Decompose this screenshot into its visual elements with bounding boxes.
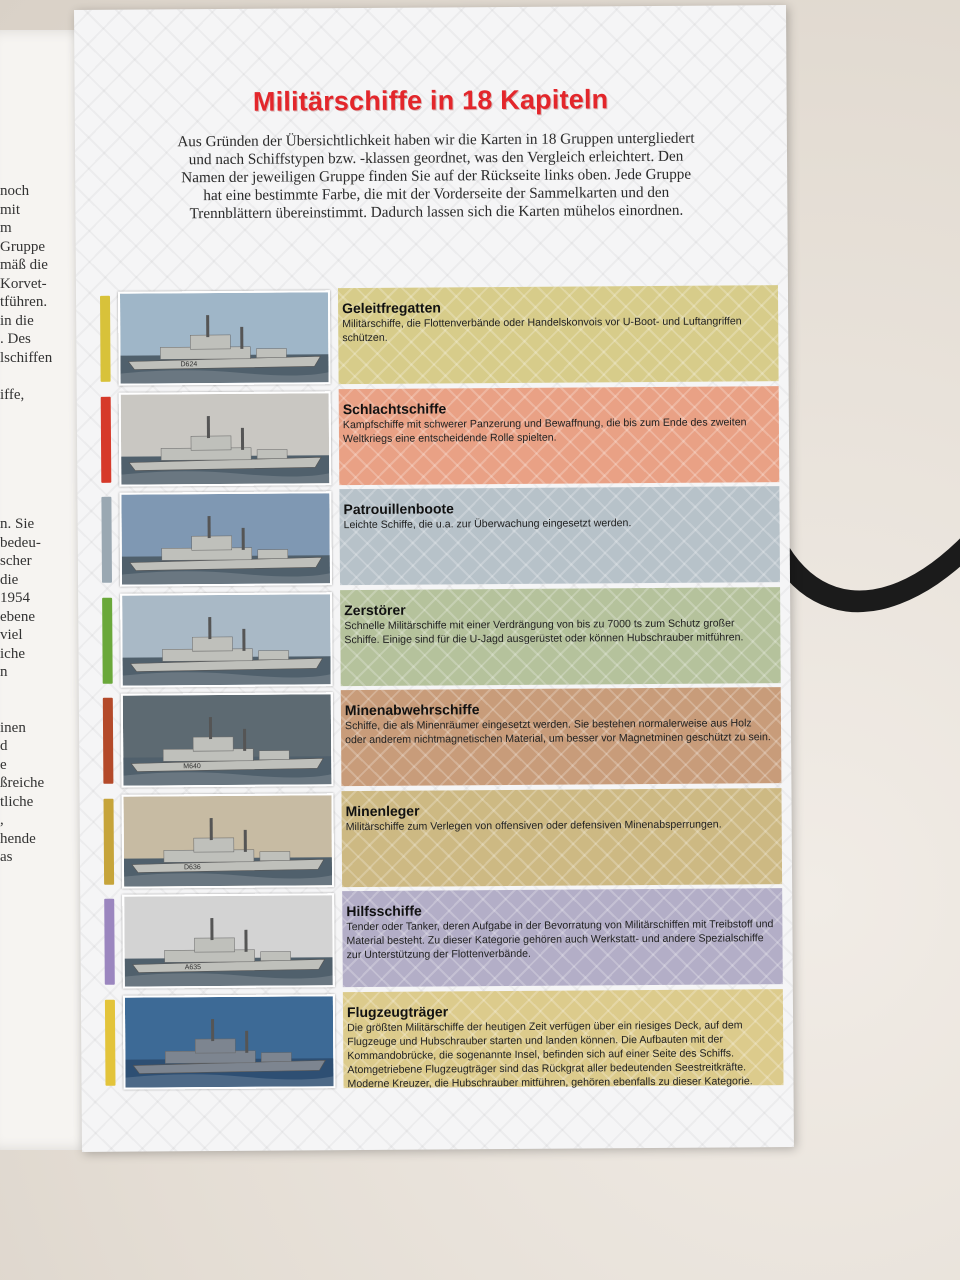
color-tab [105, 999, 116, 1085]
hull-number: A635 [184, 964, 202, 972]
chapter-panel [339, 486, 780, 585]
chapter-panel [339, 386, 780, 485]
page-title: Militärschiffe in 18 Kapiteln [252, 84, 609, 117]
color-tab [100, 296, 111, 382]
left-page-line: in die [0, 312, 34, 329]
left-page-line: e [0, 756, 7, 773]
color-tab [104, 798, 115, 884]
chapter-title: Zerstörer [344, 601, 406, 618]
chapter-description: Schnelle Militärschiffe mit einer Verdrängung von bis zu 7000 ts zum Schutz großer Schiffe. Einige sind für die U-Jagd ausgerüstet oder können Hubschrauber mitführen. [344, 616, 744, 646]
chapter-panel [338, 285, 779, 384]
left-page-line: . Des [0, 331, 31, 347]
chapter-row [105, 989, 786, 1090]
hull-number: M640 [183, 763, 201, 771]
left-page-line: inen [0, 719, 26, 736]
chapter-title: Patrouillenboote [343, 500, 454, 518]
left-page-line: 1954 [0, 590, 30, 606]
chapter-list [100, 285, 780, 1090]
color-tab [104, 899, 115, 985]
chapter-panel [341, 788, 782, 887]
left-page-line: hende [0, 830, 36, 847]
chapter-panel [342, 888, 783, 987]
color-tab [103, 698, 114, 784]
chapter-title: Minenabwehrschiffe [344, 701, 480, 719]
left-page-line: viel [0, 627, 23, 643]
patrol-boat-photo [119, 491, 332, 586]
chapter-description: Kampfschiffe mit schwerer Panzerung und Bewaffnung, die bis zum Ende des zweiten Weltkriegs eine entscheidende Rolle spielten. [342, 415, 747, 445]
chapter-row [100, 285, 781, 380]
left-page-line: n. Sie [0, 516, 35, 532]
chapter-title: Schlachtschiffe [342, 399, 447, 417]
left-page-line: noch [0, 183, 30, 199]
left-page-line: mit [0, 201, 21, 218]
aircraft-carrier-photo [123, 994, 336, 1089]
chapter-description: Schiffe, die als Minenräumer eingesetzt werden. Sie bestehen normalerweise aus Holz oder anderem nichtmagnetischen Material, um besser vor Magnetminen geschützt zu sein. [344, 717, 771, 747]
left-page-line: tliche [0, 793, 34, 810]
chapter-title: Minenleger [345, 802, 420, 819]
chapter-panel [343, 989, 784, 1088]
left-page-line: mäß die [0, 257, 48, 273]
chapter-description: Die größten Militärschiffe der heutigen Zeit verfügen über ein riesiges Deck, auf dem Flugzeuge und Hubschrauber starten und landen können. Die Aufbauten mit der Kommandobrücke, die sogenannte Insel, befinden sich auf einer Seite des Schiffs. Atomgetriebene Flugzeugträger sind das Rückgrat aller bedeutenden Seestreitkräfte. Moderne Kreuzer, die Hubschrauber mitführen, gehören ebenfalls zu dieser Kategorie. [347, 1018, 753, 1090]
color-tab [102, 597, 113, 683]
minelayer-photo [121, 793, 334, 888]
chapter-description: Leichte Schiffe, die u.a. zur Überwachung eingesetzt werden. [343, 517, 632, 532]
left-page-line: scher [0, 553, 32, 569]
left-page-line: m [0, 220, 12, 236]
color-tab [101, 396, 112, 482]
left-page-line: d [0, 738, 8, 754]
color-tab [101, 497, 112, 583]
chapter-title: Flugzeugträger [346, 1002, 449, 1020]
brochure-page [74, 5, 794, 1152]
chapter-row [101, 386, 782, 481]
chapter-description: Militärschiffe zum Verlegen von offensiven oder defensiven Minenabsperrungen. [345, 817, 722, 833]
chapter-row [101, 486, 782, 581]
chapter-panel [341, 687, 782, 786]
chapter-description: Tender oder Tanker, deren Aufgabe in der Bevorratung von Militärschiffen mit Treibstoff und Material besteht. Zu dieser Kategorie gehören auch Werkstatt- und andere Spezialschiffe zur Unterstützung der Flottenverbände. [346, 918, 774, 962]
chapter-row [103, 788, 784, 883]
left-page-line: iffe, [0, 386, 25, 403]
chapter-title: Hilfsschiffe [346, 902, 422, 920]
left-page-line: bedeu- [0, 534, 41, 551]
hull-number: D624 [180, 361, 198, 369]
left-page-line: tführen. [0, 294, 48, 310]
left-page-line: ebene [0, 608, 35, 625]
intro-paragraph: Aus Gründen der Übersichtlichkeit haben wir die Karten in 18 Gruppen untergliedert und nach Schiffstypen bzw. -klassen geordnet, was den Vergleich erleichtert. Den Namen der jeweiligen Gruppe finden Sie auf der Rückseite links oben. Jede Gruppe hat eine bestimmte Farbe, die mit der Vorderseite der Sammelkarten und den Trennblättern übereinstimmt. Dadurch lassen sich die Karten mühelos einordnen. [177, 129, 695, 223]
chapter-row [104, 888, 785, 983]
left-page-line: , [0, 812, 4, 828]
chapter-row [102, 587, 783, 682]
left-page-line: die [0, 571, 19, 588]
left-page-line: lschiffen [0, 349, 53, 366]
auxiliary-ship-photo [122, 893, 335, 988]
left-page-line: Korvet- [0, 275, 47, 292]
chapter-panel [340, 587, 781, 686]
chapter-row [103, 687, 784, 782]
destroyer-photo [120, 592, 333, 687]
left-page-line: n [0, 664, 8, 680]
left-page-line: as [0, 849, 13, 865]
hull-number: D636 [183, 863, 201, 871]
chapter-title: Geleitfregatten [342, 299, 441, 317]
frigate-photo [118, 290, 331, 385]
chapter-description: Militärschiffe, die Flottenverbände oder Handelskonvois vor U-Boot- und Luftangriffen schützen. [342, 315, 742, 345]
battleship-photo [119, 391, 332, 486]
left-page-line: Gruppe [0, 238, 45, 255]
minesweeper-photo [121, 692, 334, 787]
left-page-line: iche [0, 645, 25, 662]
left-page-line: ßreiche [0, 775, 45, 791]
